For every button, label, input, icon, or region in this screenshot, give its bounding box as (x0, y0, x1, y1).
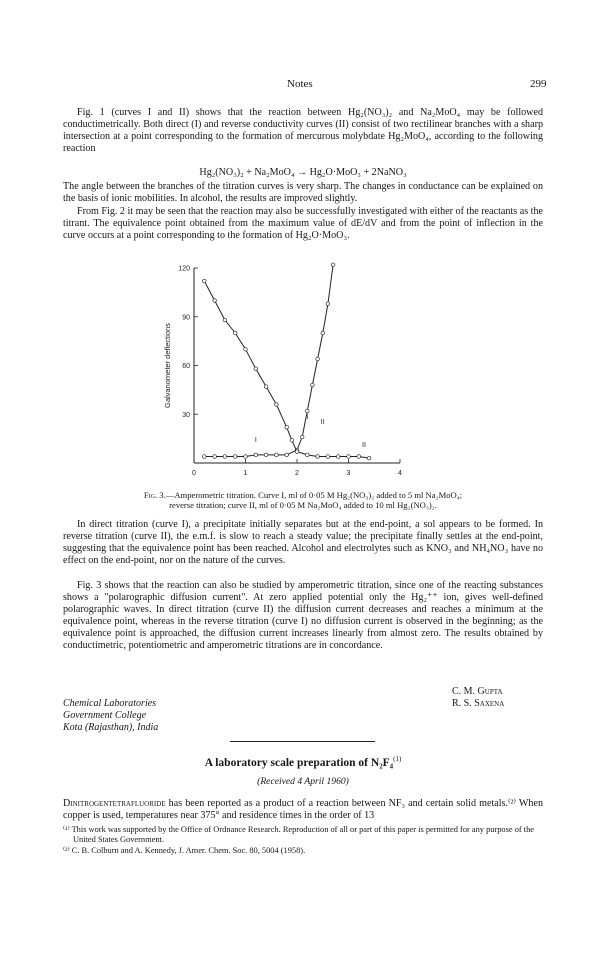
article-title-text: A laboratory scale preparation of N₂F₄ (204, 756, 394, 769)
curve-annotation: I (254, 436, 257, 444)
x-tick-label: 2 (295, 470, 299, 477)
data-point (300, 435, 304, 439)
affiliation-line-1: Chemical Laboratories (63, 698, 157, 709)
caption-label: Fig. 3. (143, 490, 166, 500)
data-point (275, 453, 279, 457)
data-point (223, 318, 227, 322)
received-date: (Received 4 April 1960) (257, 776, 349, 787)
data-point (275, 403, 279, 407)
data-point (264, 453, 268, 457)
section-divider (230, 741, 375, 742)
y-tick-label: 120 (178, 265, 190, 273)
author-list (452, 686, 504, 710)
article-body-text: has been reported as a product of a reaction between NF₃ and certain solid metals.⁽²⁾ When copper is used, temperatures near 375° and residence times in the order of 13 (63, 798, 543, 822)
article-lead-word: Dinitrogentetrafluoride (63, 798, 166, 809)
affiliation-line-3: Kota (Rajasthan), India (63, 722, 159, 733)
paragraph-3: From Fig. 2 it may be seen that the reaction may also be successfully investigated with either of the reactants as the titrant. The equivalence point obtained from the maximum value of dE/dV and from the point of inflection in the curve occurs at a point corresponding to the formation of Hg₂O·MoO₃. (63, 206, 543, 242)
amperometric-titration-chart (150, 258, 420, 490)
article-title (63, 755, 543, 769)
data-point (213, 299, 217, 303)
data-point (321, 331, 325, 335)
footnote-2: ⁽²⁾ C. B. Colburn and A. Kennedy, J. Amer. Chem. Soc. 80, 5004 (1958). (63, 846, 306, 855)
y-tick-label: 90 (182, 314, 190, 322)
running-header: Notes (287, 78, 313, 90)
data-point (290, 438, 294, 442)
paragraph-2: The angle between the branches of the titration curves is very sharp. The changes in conductance can be explained on the basis of ionic mobilities. In alcohol, the results are improved slightly. (63, 181, 543, 205)
footnote-1: ⁽¹⁾ This work was supported by the Office of Ordnance Research. Reproduction of all or part of this paper is permitted for any purpose of the United States Government. (63, 825, 534, 845)
data-point (254, 453, 258, 457)
data-point (326, 455, 330, 459)
series-line-I (204, 265, 333, 457)
author-1: C. M. Gupta (452, 686, 503, 697)
article-title-ref: (1) (393, 755, 402, 763)
data-point (203, 279, 207, 283)
data-point (264, 385, 268, 389)
author-2: R. S. Saxena (452, 698, 505, 709)
curve-annotation: II (362, 441, 366, 449)
article-body (63, 798, 543, 822)
curve-annotation: I (306, 414, 309, 422)
data-point (295, 450, 299, 454)
data-point (233, 455, 237, 459)
paragraph-1: Fig. 1 (curves I and II) shows that the reaction between Hg₂(NO₃)₂ and Na₂MoO₄ may be followed conductimetrically. Both direct (I) and reverse conductivity curves (II) consist of two rectilinear branches with a sharp intersection at a point corresponding to the formation of mercurous molybdate Hg₂MoO₄, according to the following reaction (63, 107, 543, 155)
caption-line-1: —Amperometric titration. Curve I, ml of 0·05 M Hg₂(NO₃)₂ added to 5 ml Na₂MoO₄; (165, 490, 463, 500)
caption-line-2: reverse titration; curve II, ml of 0·05 M Na₂MoO₄ added to 10 ml Hg₂(NO₃)₂. (169, 500, 437, 511)
data-point (336, 455, 340, 459)
data-point (357, 455, 361, 459)
data-point (367, 456, 371, 460)
x-tick-label: 4 (398, 470, 402, 477)
y-tick-label: 60 (182, 363, 190, 370)
data-point (306, 409, 310, 413)
series-line-II (204, 281, 369, 458)
x-tick-label: 3 (346, 470, 351, 477)
reaction-equation: Hg₂(NO₃)₂ + Na₂MoO₄ → Hg₂O·MoO₃ + 2NaNO₃ (199, 167, 407, 178)
data-point (285, 453, 289, 457)
data-point (203, 455, 207, 459)
curve-annotation: II (320, 419, 325, 426)
data-point (223, 455, 227, 459)
data-point (233, 331, 237, 335)
data-point (316, 455, 320, 459)
data-point (244, 347, 248, 351)
data-point (331, 263, 335, 267)
data-point (347, 455, 351, 459)
data-point (254, 367, 258, 371)
data-point (311, 383, 315, 387)
figure-caption (63, 490, 543, 510)
x-tick-label: 1 (243, 470, 248, 477)
y-axis-label: Galvanometer deflections (163, 322, 172, 409)
affiliation (63, 698, 158, 734)
paragraph-5: Fig. 3 shows that the reaction can also be studied by amperometric titration, since one of the reacting substances shows a "polarographic diffusion current". At zero applied potential only the Hg₂⁺⁺ ion, gives well-defined polarographic waves. In direct titration (curve II) the diffusion current decreases and reaches a minimum at the equivalence point, whereas in the reverse titration (curve I) no diffusion current is observed in the beginning; as the equivalence point is approached, the diffusion current increases linearly from almost zero. The results obtained by conductimetric, potentiometric and amperometric titrations are in concordance. (63, 580, 543, 652)
data-point (244, 455, 248, 459)
data-point (306, 453, 310, 457)
y-tick-label: 30 (182, 411, 190, 419)
data-point (326, 302, 330, 306)
x-tick-label: 0 (192, 470, 196, 477)
data-point (316, 357, 320, 361)
page-number: 299 (530, 78, 547, 90)
data-point (213, 455, 217, 459)
affiliation-line-2: Government College (63, 710, 147, 721)
data-point (285, 425, 289, 429)
paragraph-4: In direct titration (curve I), a precipitate initially separates but at the end-point, a sol appears to be formed. In reverse titration (curve II), the e.m.f. is slow to reach a steady value; the precipitate finally settles at the end-point, suggesting that the equivalence point has been reached. Alcohol and electrolytes such as KNO₃ and NH₄NO₃ have no effect on the end-point, nor on the nature of the curves. (63, 519, 543, 567)
